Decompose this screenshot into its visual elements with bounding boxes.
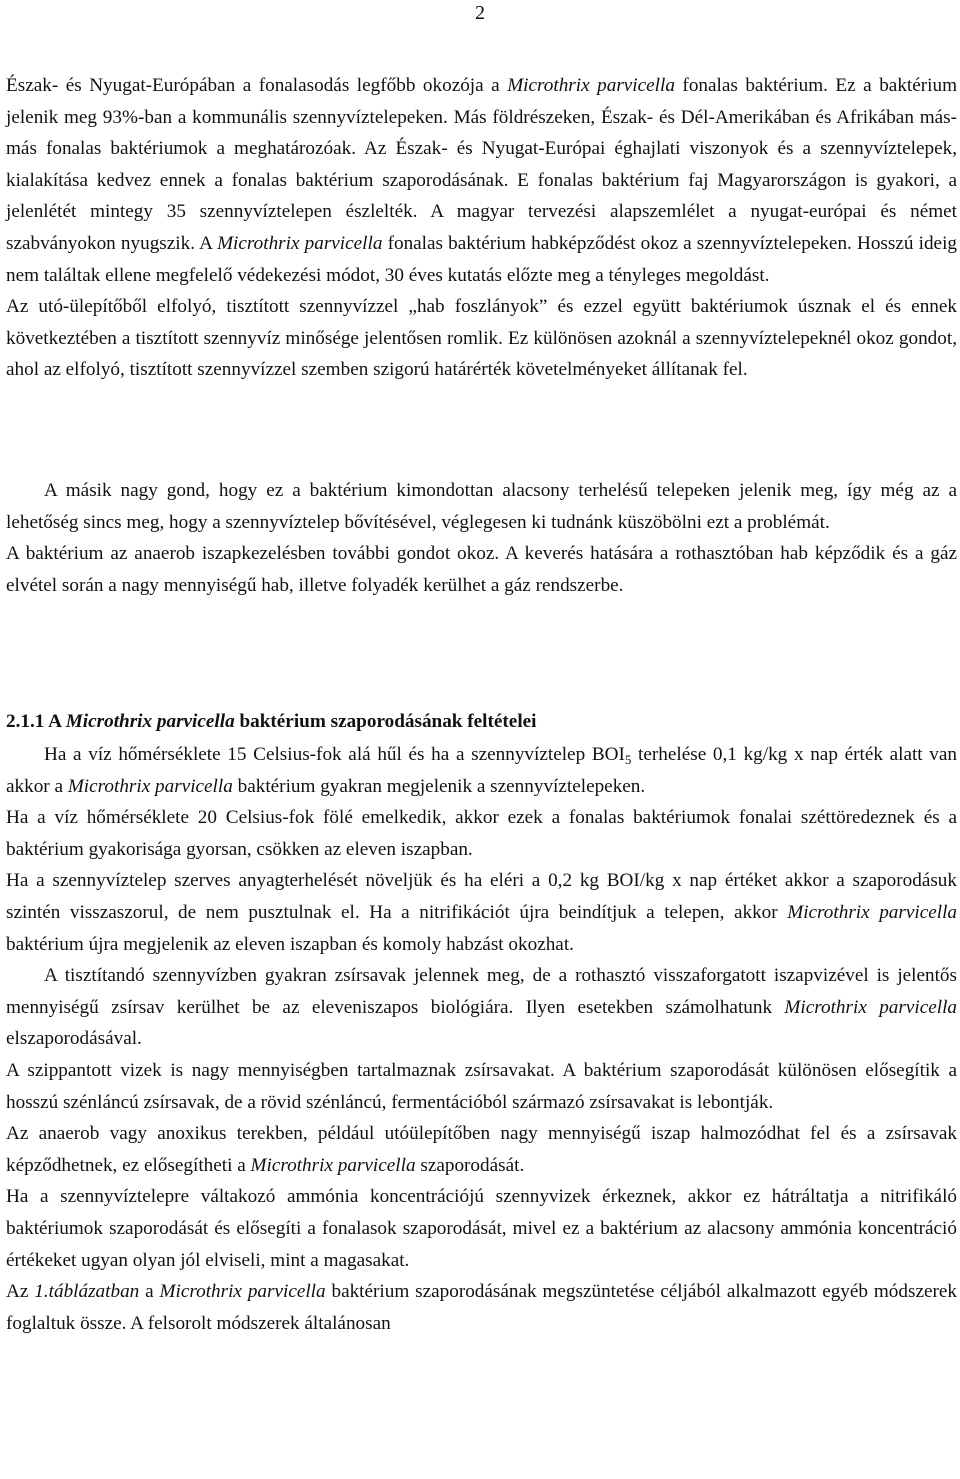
species-name: Microthrix parvicella [787,901,957,923]
species-name: Microthrix parvicella [784,996,957,1018]
paragraph-1: Észak- és Nyugat-Európában a fonalasodás legfőbb okozója a Microthrix parvicella fonalas baktérium. Ez a baktérium jelenik meg 93%-ban a kommunális szennyvíztelepeken. Más földrészeken, Észak- és Dél-Amerikában és Afrikában más-más fonalas baktériumok a meghatározóak. Az Észak- és Nyugat-Európai éghajlati viszonyok és a szennyvíztelepek, kialakítása kedvez ennek a fonalas baktérium szaporodásának. E fonalas baktérium faj Magyarországon is gyakori, a jelenlétét mintegy 35 szennyvíztelepen észlelték. A magyar tervezési alapszemlélet a nyugat-európai és német szabványokon nyugszik. A Microthrix parvicella fonalas baktérium habképződést okoz a szennyvíztelepeken. Hosszú ideig nem találtak ellene megfelelő védekezési módot, 30 éves kutatás előzte meg a tényleges megoldást. [6,75,958,286]
species-name: Microthrix parvicella [250,1154,416,1176]
section-paragraph-5: A szippantott vizek is nagy mennyiségben tartalmaznak zsírsavakat. A baktérium szaporodását különösen elősegítik a hosszú szénláncú zsírsavak, de a rövid szénláncú, fermentációból származó zsírsavakat is lebontják. [6,1059,957,1113]
page-number: 2 [475,2,485,24]
paragraph-3: A másik nagy gond, hogy ez a baktérium kimondottan alacsony terhelésű telepeken jelenik meg, így még az a lehetőség sincs meg, hogy a szennyvíztelep bővítésével, véglegesen ki tudnánk küszöbölni ezt a problémát. [6,480,957,533]
species-name: Microthrix parvicella [65,711,235,732]
section-paragraph-8: Az 1.táblázatban a Microthrix parvicella baktérium szaporodásának megszüntetése céljából alkalmazott egyéb módszerek foglaltuk össze. A felsorolt módszerek általánosan [6,1281,957,1334]
section-paragraph-7: Ha a szennyvíztelepre váltakozó ammónia koncentrációjú szennyvizek érkeznek, akkor ez hátráltatja a nitrifikáló baktériumok szaporodását és elősegíti a fonalasok szaporodását, mivel ez a baktérium az alacsony ammónia koncentráció értékeket ugyan olyan jól elviseli, mint a magasakat. [6,1186,957,1271]
species-name: Microthrix parvicella [507,75,675,96]
section-paragraph-4: A tisztítandó szennyvízben gyakran zsírsavak jelennek meg, de a rothasztó visszaforgatott iszapvizével is jelentős mennyiségű zsírsav kerülhet be az eleveniszapos biológiára. Ilyen esetekben számolhatunk Microthrix parvicella elszaporodásával. [6,965,957,1050]
species-name: Microthrix parvicella [67,775,233,797]
section-paragraph-6: Az anaerob vagy anoxikus terekben, például utóülepítőben nagy mennyiségű iszap halmozódhat fel és a zsírsavak képződhetnek, ez elősegítheti a Microthrix parvicella szaporodását. [6,1123,957,1176]
section-paragraph-2: Ha a víz hőmérséklete 20 Celsius-fok fölé emelkedik, akkor ezek a fonalas baktériumok fonalai széttöredeznek és a baktérium gyakorisága gyorsan, csökken az eleven iszapban. [6,807,957,860]
species-name: Microthrix parvicella [159,1281,326,1303]
problem-block [6,475,957,601]
section-block [6,705,957,1339]
section-paragraph-1: Ha a víz hőmérséklete 15 Celsius-fok alá hűl és ha a szennyvíztelep $BOI_5$ terhelése 0,1 kg/kg x nap érték alatt van akkor a Microthrix parvicella baktérium gyakran megjelenik a szennyvíztelepeken. [6,744,958,797]
paragraph-2: Az utó-ülepítőből elfolyó, tisztított szennyvízzel „hab foszlányok” és ezzel együtt baktériumok úsznak el és ennek következtében a tisztított szennyvíz minősége jelentősen romlik. Ez különösen azoknál a szennyvíztelepeknél okoz gondot, ahol az elfolyó, tisztított szennyvízzel szemben szigorú határérték követelményeket állítanak fel. [6,296,957,381]
section-heading: 2.1.1 A Microthrix parvicella baktérium szaporodásának feltételei [6,711,537,732]
species-name: Microthrix parvicella [217,232,383,254]
section-paragraph-3: Ha a szennyvíztelep szerves anyagterhelését növeljük és ha eléri a 0,2 kg BOI/kg x nap értéket akkor a szaporodásuk szintén visszaszorul, de nem pusztulnak el. Ha a nitrifikációt újra beindítjuk a telepen, akkor Microthrix parvicella baktérium újra megjelenik az eleven iszapban és komoly habzást okozhat. [6,870,957,955]
table-reference: 1.táblázatban [34,1281,140,1303]
intro-block [6,70,957,386]
subscript: 5 [624,752,632,767]
paragraph-4: A baktérium az anaerob iszapkezelésben további gondot okoz. A keverés hatására a rothasztóban hab képződik és a gáz elvétel során a nagy mennyiségű hab, illetve folyadék kerülhet a gáz rendszerbe. [6,543,957,596]
